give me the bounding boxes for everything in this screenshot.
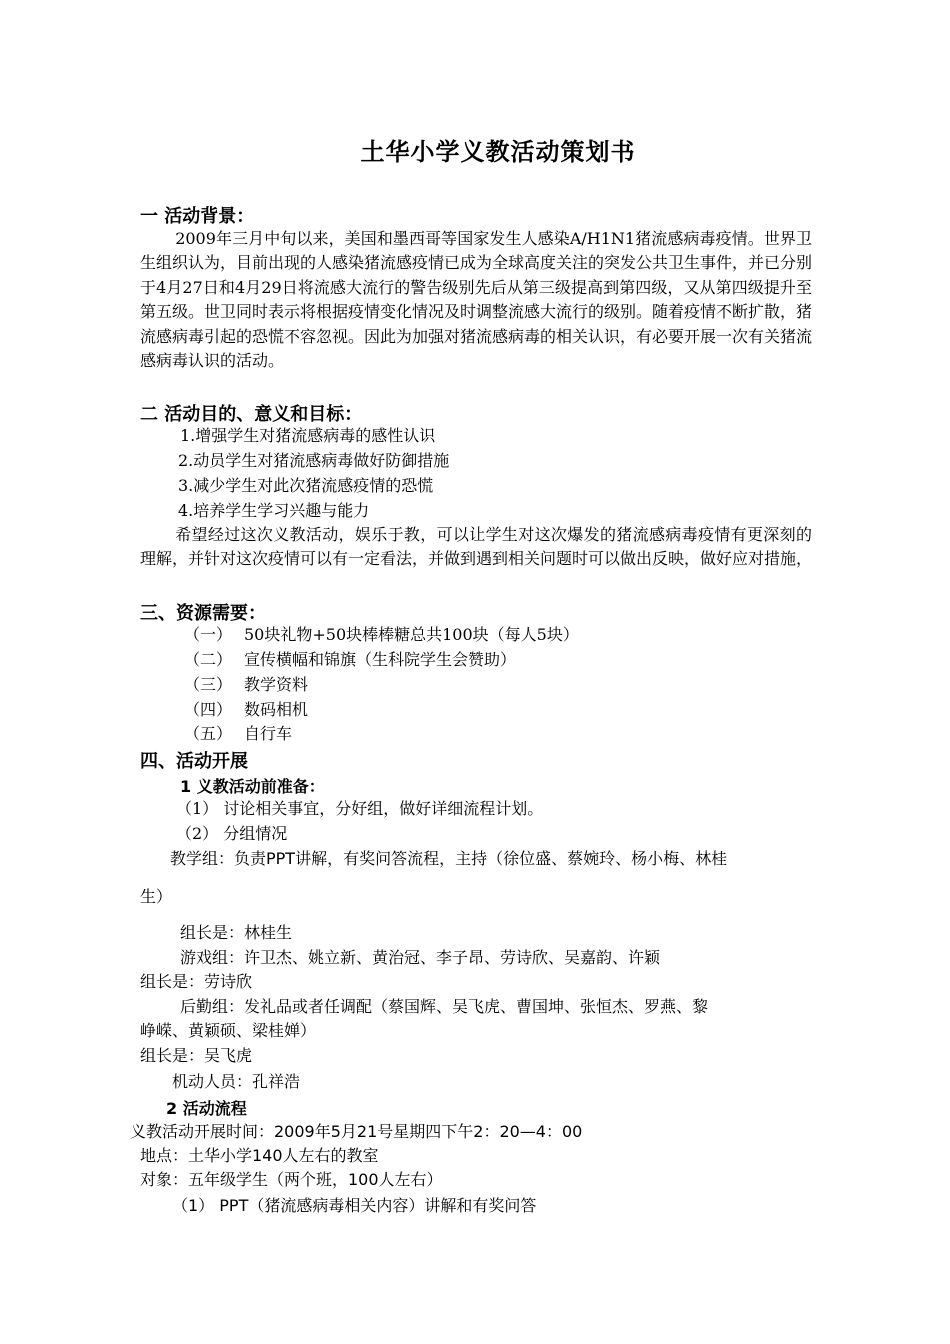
resource-item [184,674,308,696]
resource-item [184,699,308,721]
prep-item: （1） 讨论相关事宜，分好组，做好详细流程计划。 [176,799,544,818]
teaching-group: 教学组：负责PPT讲解，有奖问答流程，主持（徐位盛、蔡婉玲、杨小梅、林桂 [170,849,728,868]
logistics-leader: 组长是：吴飞虎 [140,1046,253,1065]
section-1-body: 2009年三月中旬以来，美国和墨西哥等国家发生人感染A/H1N1猪流感病毒疫情。世界卫生组织认为，目前出现的人感染猪流感疫情已成为全球高度关注的突发公共卫生事件，并已分别于4月27日和4月29日将流感大流行的警告级别先后从第三级提高到第四级，又从第四级提升至第五级。世卫同时表示将根据疫情变化情况及时调整流感大流行的级别。随着疫情不断扩散，猪流感病毒引起的恐慌不容忽视。因此为加强对猪流感病毒的相关认识，有必要开展一次有关猪流感病毒认识的活动。 [140,229,813,371]
goal-item: 3.减少学生对此次猪流感疫情的恐慌 [178,476,434,495]
resource-label: （二） [184,650,233,669]
page-title: 土华小学义教活动策划书 [360,138,636,166]
logistics-group: 后勤组：发礼品或者任调配（蔡国辉、吴飞虎、曹国坤、张恒杰、罗燕、黎 [180,997,709,1016]
resource-item [184,649,516,671]
resource-label: （五） [184,724,233,743]
teaching-leader: 组长是：林桂生 [180,923,293,942]
game-leader: 组长是：劳诗欣 [140,972,253,991]
activity-place: 地点：土华小学140人左右的教室 [140,1146,379,1165]
resource-item [184,624,579,646]
activity-time: 义教活动开展时间：2009年5月21号星期四下午2：20—4：00 [130,1122,583,1141]
resource-text: 自行车 [244,724,293,743]
resource-text: 教学资料 [244,675,309,694]
prep-subheading: 1 义教活动前准备： [180,777,325,796]
resource-text: 50块礼物+50块棒棒糖总共100块（每人5块） [244,625,579,644]
flow-subheading: 2 活动流程 [166,1099,247,1118]
flow-item: （1） PPT（猪流感病毒相关内容）讲解和有奖问答 [172,1196,537,1215]
resource-label: （一） [184,625,233,644]
teaching-group-cont: 生） [140,887,173,906]
goal-item: 2.动员学生对猪流感病毒做好防御措施 [178,451,450,470]
resource-label: （三） [184,675,233,694]
resource-text: 宣传横幅和锦旗（生科院学生会赞助） [244,650,517,669]
section-3-heading: 三、资源需要： [140,603,266,624]
prep-item: （2） 分组情况 [176,824,288,843]
resource-label: （四） [184,700,233,719]
section-2-heading: 二 活动目的、意义和目标： [140,404,363,425]
game-group: 游戏组：许卫杰、姚立新、黄治冠、李子昂、劳诗欣、吴嘉韵、许颖 [180,948,661,967]
resource-item [184,723,292,745]
section-4-heading: 四、活动开展 [140,751,248,772]
section-2-body: 希望经过这次义教活动，娱乐于教，可以让学生对这次爆发的猪流感病毒疫情有更深刻的理解，并针对这次疫情可以有一定看法，并做到遇到相关问题时可以做出反映，做好应对措施， [140,525,813,569]
mobile-staff: 机动人员：孔祥浩 [172,1072,301,1091]
logistics-group-cont: 峥嵘、黄颖硕、梁桂婵） [140,1021,317,1040]
resource-text: 数码相机 [244,700,309,719]
activity-target: 对象：五年级学生（两个班，100人左右） [140,1170,443,1189]
goal-item: 1.增强学生对猪流感病毒的感性认识 [180,426,436,445]
goal-item: 4.培养学生学习兴趣与能力 [178,501,370,520]
section-1-heading: 一 活动背景： [140,206,255,227]
